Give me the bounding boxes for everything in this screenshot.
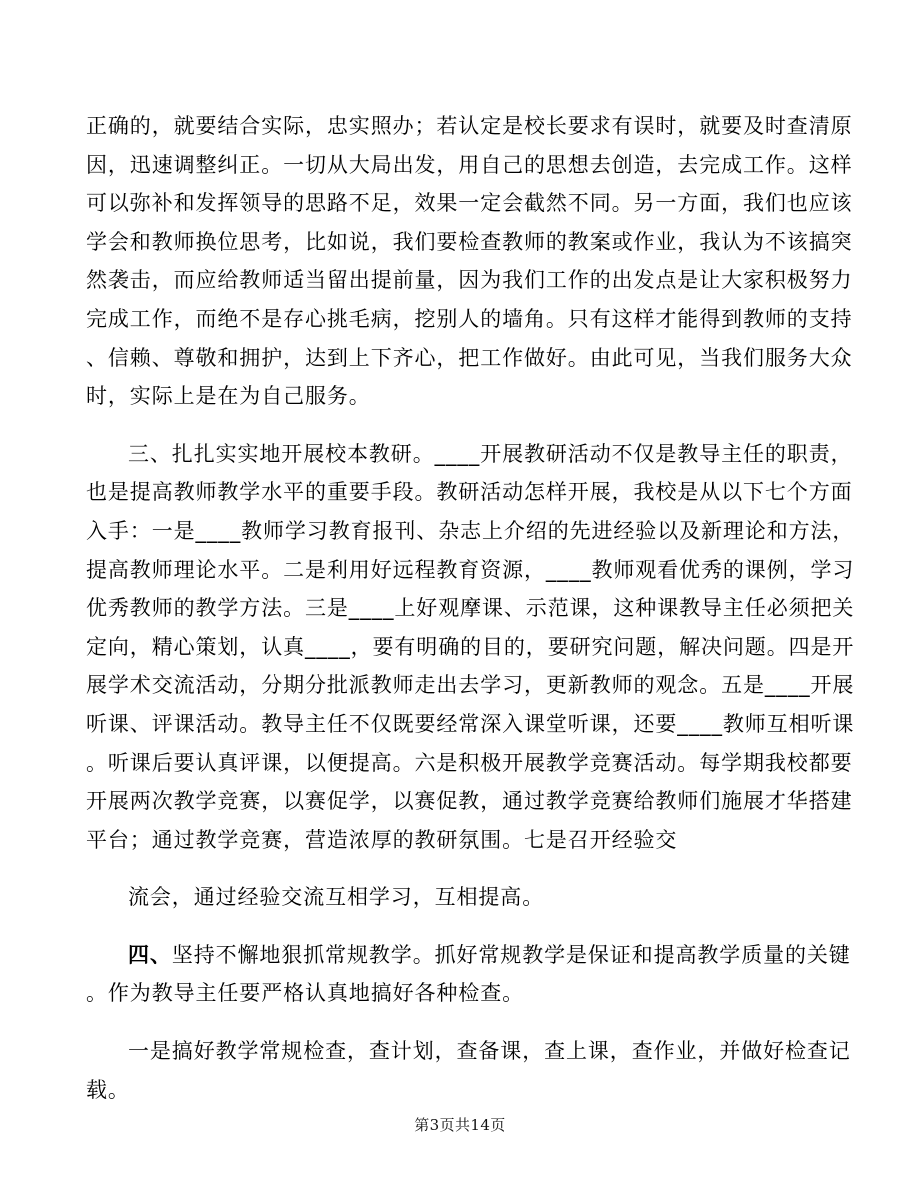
text-line: 时，实际上是在为自己服务。 — [86, 384, 371, 409]
paragraph-section-three-tail — [86, 878, 821, 917]
page-number: 第3页共14页 — [414, 1116, 506, 1134]
document-body — [86, 107, 855, 1109]
text-line: 展学术交流活动，分期分批派教师走出去学习，更新教师的观念。五是____开展 — [86, 673, 855, 698]
paragraph-spacer — [86, 917, 821, 936]
section-four-title: 坚持不懈地狠抓常规教学。抓好常规教学是保证和提高教学质量的关键 — [171, 942, 851, 967]
text-line: 。作为教导主任要严格认真地搞好各种检查。 — [86, 981, 524, 1006]
paragraph-section-four — [86, 936, 851, 1013]
text-line: 、信赖、尊敬和拥护，达到上下齐心，把工作做好。由此可见，当我们服务大众 — [86, 345, 853, 370]
text-line: 然袭击，而应给教师适当留出提前量，因为我们工作的出发点是让大家积极努力 — [86, 268, 853, 293]
text-line: 也是提高教师教学水平的重要手段。教研活动怎样开展，我校是从以下七个方面 — [86, 480, 853, 505]
paragraph-continuation — [86, 107, 853, 416]
paragraph-spacer — [86, 1013, 821, 1032]
text-line: 优秀教师的教学方法。三是____上好观摩课、示范课，这种课教导主任必须把关 — [86, 596, 855, 621]
section-three-heading-line: 三、扎扎实实地开展校本教研。____开展教研活动不仅是教导主任的职责， — [128, 441, 853, 466]
text-line: 入手：一是____教师学习教育报刊、杂志上介绍的先进经验以及新理论和方法， — [86, 518, 855, 543]
text-line: 定向，精心策划，认真____，要有明确的目的，要研究问题，解决问题。四是开 — [86, 634, 855, 659]
section-four-number: 四、 — [128, 942, 172, 967]
paragraph-item-one — [86, 1032, 851, 1109]
text-line: 。听课后要认真评课，以便提高。六是积极开展教学竞赛活动。每学期我校都要 — [86, 750, 853, 775]
text-line: 开展两次教学竞赛，以赛促学，以赛促教，通过教学竞赛给教师们施展才华搭建 — [86, 789, 853, 814]
paragraph-section-three — [86, 435, 855, 860]
paragraph-spacer — [86, 859, 821, 878]
text-line: 流会，通过经验交流互相学习，互相提高。 — [128, 885, 545, 910]
text-line: 平台；通过教学竞赛，营造浓厚的教研氛围。七是召开经验交 — [86, 827, 678, 852]
text-line: 载。 — [86, 1077, 130, 1102]
paragraph-spacer — [86, 416, 821, 435]
text-line: 听课、评课活动。教导主任不仅既要经常深入课堂听课，还要____教师互相听课 — [86, 711, 855, 736]
section-four-heading-line — [86, 936, 851, 975]
text-line: 一是搞好教学常规检查，查计划，查备课，查上课，查作业，并做好检查记 — [128, 1039, 851, 1064]
text-line: 可以弥补和发挥领导的思路不足，效果一定会截然不同。另一方面，我们也应该 — [86, 191, 853, 216]
text-line: 完成工作，而绝不是存心挑毛病，挖别人的墙角。只有这样才能得到教师的支持 — [86, 306, 853, 331]
text-line: 正确的，就要结合实际，忠实照办；若认定是校长要求有误时，就要及时查清原 — [86, 114, 853, 138]
text-line: 提高教师理论水平。二是利用好远程教育资源，____教师观看优秀的课例，学习 — [86, 557, 855, 582]
text-line: 因，迅速调整纠正。一切从大局出发，用自己的思想去创造，去完成工作。这样 — [86, 152, 853, 177]
text-line: 学会和教师换位思考，比如说，我们要检查教师的教案或作业，我认为不该搞突 — [86, 229, 853, 254]
